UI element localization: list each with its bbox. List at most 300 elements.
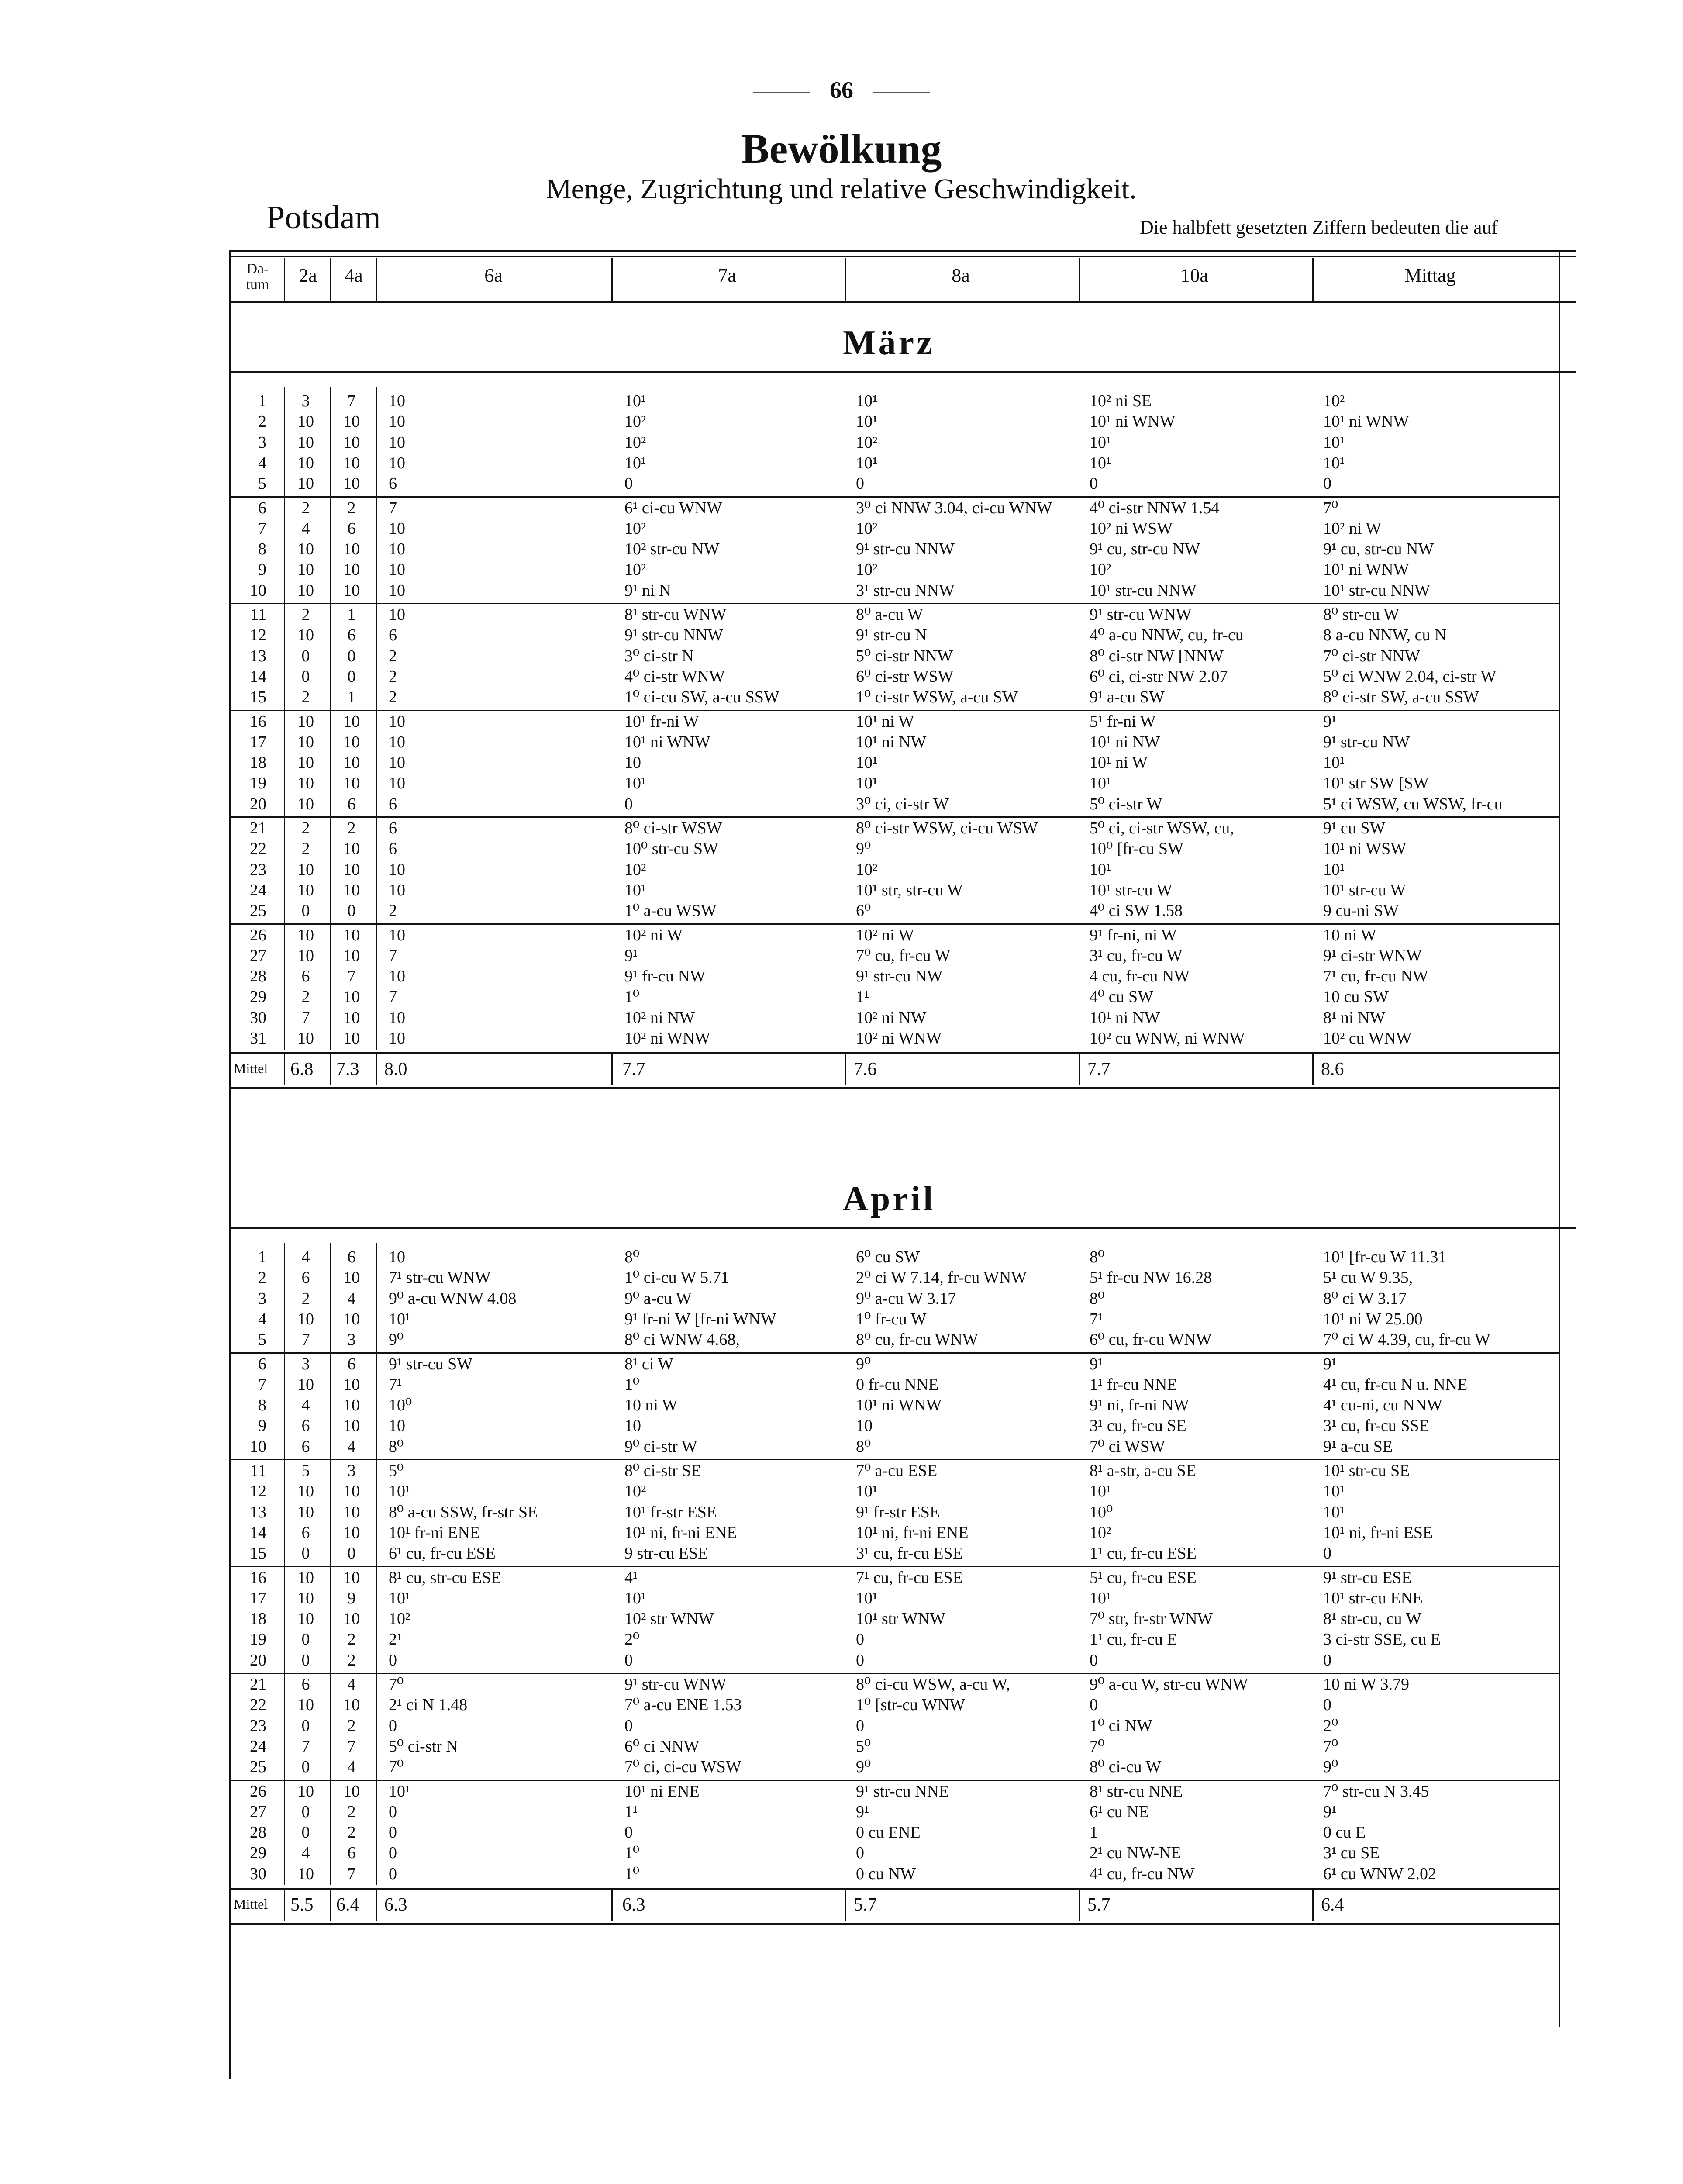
row-value: 0 <box>1090 1696 1098 1714</box>
row-value: 6 <box>301 1523 310 1542</box>
row-value: 10¹ str-cu SE <box>1323 1462 1410 1480</box>
row-value: 6 <box>301 1437 310 1456</box>
row-value: 0 <box>347 667 356 686</box>
row-value: 0 <box>301 1758 310 1776</box>
page-subtitle: Menge, Zugrichtung und relative Geschwindigkeit. <box>546 173 1137 205</box>
row-value: 10¹ fr-ni W <box>624 712 699 731</box>
row-value: 6 <box>347 1248 356 1266</box>
row-value: 10 <box>297 540 314 559</box>
row-value: 1⁰ a-cu WSW <box>624 902 717 920</box>
column-divider <box>284 707 285 816</box>
row-value: 1¹ <box>624 1802 638 1821</box>
row-value: 9¹ str-cu N <box>856 626 927 645</box>
row-value: 9⁰ <box>856 1758 871 1776</box>
row-value: 10 <box>297 1589 314 1607</box>
row-value: 10 <box>389 581 405 600</box>
row-value: 10 <box>389 605 405 624</box>
row-value: 9⁰ a-cu W, str-cu WNW <box>1090 1675 1248 1693</box>
row-date: 13 <box>250 1503 266 1521</box>
row-value: 0 <box>389 1823 397 1842</box>
column-divider <box>330 1052 331 1085</box>
row-value: 10¹ ni, fr-ni ENE <box>856 1523 969 1542</box>
row-value: 7⁰ ci, ci-cu WSW <box>624 1758 741 1776</box>
row-value: 10 <box>343 1268 360 1287</box>
column-divider <box>376 258 377 301</box>
column-divider <box>229 250 231 2079</box>
row-value: 6⁰ cu, fr-cu WNW <box>1090 1330 1212 1349</box>
row-value: 6⁰ ci-str WSW <box>856 667 954 686</box>
row-value: 10 <box>343 1482 360 1501</box>
row-value: 10¹ <box>1090 1482 1111 1501</box>
row-value: 4⁰ ci-str NNW 1.54 <box>1090 498 1220 517</box>
table-rule <box>229 371 1576 373</box>
column-divider <box>376 814 377 923</box>
row-value: 0 fr-cu NNE <box>856 1375 939 1394</box>
mittel-value: 7.7 <box>622 1059 645 1080</box>
row-value: 10 <box>297 1482 314 1501</box>
row-value: 10 <box>389 712 405 731</box>
column-divider <box>330 1670 331 1779</box>
row-value: 10 ni W <box>624 1396 678 1415</box>
row-value: 9¹ fr-cu NW <box>624 967 706 986</box>
row-value: 1⁰ ci-cu W 5.71 <box>624 1268 729 1287</box>
row-value: 3 ci-str SSE, cu E <box>1323 1630 1441 1649</box>
row-date: 12 <box>250 1482 266 1501</box>
row-value: 4 cu, fr-cu NW <box>1090 967 1190 986</box>
row-value: 8¹ a-str, a-cu SE <box>1090 1462 1197 1480</box>
row-value: 4 <box>347 1289 356 1308</box>
row-value: 10¹ <box>1090 774 1111 793</box>
row-value: 5⁰ ci-str N <box>389 1737 458 1755</box>
row-value: 5 <box>301 1462 310 1480</box>
row-value: 9¹ fr-ni W [fr-ni WNW <box>624 1310 776 1328</box>
row-value: 10 <box>297 733 314 751</box>
row-date: 15 <box>250 688 266 707</box>
row-value: 5⁰ ci-str NNW <box>856 646 953 665</box>
row-value: 10¹ ni W <box>856 712 914 731</box>
row-value: 10¹ ni NW <box>856 733 927 751</box>
row-value: 10 <box>297 1610 314 1628</box>
row-value: 7 <box>301 1737 310 1755</box>
column-header: 4a <box>345 265 363 286</box>
column-divider <box>330 1456 331 1565</box>
row-value: 10¹ <box>856 412 878 431</box>
row-value: 10 <box>297 753 314 772</box>
row-value: 8⁰ ci-cu WSW, a-cu W, <box>856 1675 1010 1693</box>
table-rule <box>229 301 1576 303</box>
row-value: 10 <box>343 433 360 452</box>
row-value: 4⁰ a-cu NNW, cu, fr-cu <box>1090 626 1244 645</box>
row-date: 3 <box>258 433 266 452</box>
row-value: 8¹ ni NW <box>1323 1008 1386 1027</box>
row-value: 10 <box>389 753 405 772</box>
row-value: 3 <box>301 392 310 410</box>
row-value: 1 <box>1090 1823 1098 1842</box>
row-value: 0 <box>624 474 633 493</box>
row-value: 5¹ fr-cu NW 16.28 <box>1090 1268 1212 1287</box>
row-date: 27 <box>250 946 266 965</box>
row-date: 12 <box>250 626 266 645</box>
column-header: 8a <box>952 265 970 286</box>
row-value: 7 <box>301 1330 310 1349</box>
row-value: 10 <box>343 474 360 493</box>
row-date: 20 <box>250 1651 266 1669</box>
row-value: 10¹ ni ENE <box>624 1782 700 1800</box>
row-value: 5¹ cu W 9.35, <box>1323 1268 1413 1287</box>
column-divider <box>1312 258 1314 301</box>
row-value: 10¹ <box>1090 860 1111 879</box>
row-value: 10¹ <box>624 881 646 899</box>
row-value: 10 <box>297 1375 314 1394</box>
row-value: 0 <box>856 1844 864 1863</box>
row-value: 10¹ ni WNW <box>1323 412 1409 431</box>
row-value: 8¹ cu, str-cu ESE <box>389 1568 501 1587</box>
row-value: 2¹ cu NW-NE <box>1090 1844 1181 1863</box>
row-value: 8⁰ ci-str SE <box>624 1462 701 1480</box>
row-value: 4⁰ cu SW <box>1090 988 1154 1006</box>
row-value: 9¹ str-cu WNW <box>624 1675 727 1693</box>
table-rule <box>229 1780 1559 1781</box>
row-value: 10 <box>856 1417 873 1435</box>
row-value: 5¹ fr-ni W <box>1090 712 1156 731</box>
table-rule <box>229 1566 1559 1567</box>
row-value: 9⁰ a-cu W <box>624 1289 692 1308</box>
row-value: 9¹ str-cu WNW <box>1090 605 1192 624</box>
row-date: 13 <box>250 646 266 665</box>
column-divider <box>1312 1052 1314 1085</box>
row-value: 4⁰ ci SW 1.58 <box>1090 902 1183 920</box>
row-value: 7 <box>347 967 356 986</box>
row-value: 0 <box>389 1864 397 1883</box>
row-value: 10 <box>297 626 314 645</box>
row-value: 10 <box>343 1417 360 1435</box>
row-value: 7¹ cu, fr-cu ESE <box>856 1568 963 1587</box>
row-value: 10² <box>624 860 646 879</box>
row-date: 9 <box>258 1417 266 1435</box>
row-value: 1¹ fr-cu NNE <box>1090 1375 1177 1394</box>
row-value: 0 cu NW <box>856 1864 916 1883</box>
row-value: 7 <box>389 498 397 517</box>
mittel-value: 5.5 <box>290 1895 314 1915</box>
row-value: 10 <box>343 753 360 772</box>
row-value: 2 <box>301 605 310 624</box>
row-value: 10 <box>297 1696 314 1714</box>
column-divider <box>330 814 331 923</box>
row-value: 7⁰ ci-str NNW <box>1323 646 1421 665</box>
row-value: 10¹ ni WSW <box>1323 840 1407 858</box>
row-value: 0 <box>1090 1651 1098 1669</box>
row-date: 21 <box>250 819 266 837</box>
column-divider <box>376 1670 377 1779</box>
row-value: 10 <box>297 860 314 879</box>
row-date: 18 <box>250 1610 266 1628</box>
row-value: 4 <box>301 519 310 538</box>
row-value: 10 <box>297 1029 314 1047</box>
mittel-value: 7.7 <box>1087 1059 1111 1080</box>
row-value: 10 ni W 3.79 <box>1323 1675 1410 1693</box>
column-divider <box>376 1350 377 1458</box>
row-date: 29 <box>250 988 266 1006</box>
row-date: 23 <box>250 860 266 879</box>
mittel-value: 6.3 <box>622 1895 645 1915</box>
column-divider <box>376 1456 377 1565</box>
row-value: 10¹ ni WNW <box>1090 412 1176 431</box>
row-value: 1⁰ ci-cu SW, a-cu SSW <box>624 688 779 707</box>
column-divider <box>845 1888 846 1921</box>
row-date: 18 <box>250 753 266 772</box>
row-value: 10 <box>343 712 360 731</box>
column-header: 2a <box>299 265 317 286</box>
column-divider <box>284 387 285 495</box>
row-value: 10¹ <box>856 453 878 472</box>
row-date: 4 <box>258 453 266 472</box>
column-divider <box>284 1243 285 1351</box>
row-value: 10¹ fr-ni ENE <box>389 1523 480 1542</box>
row-value: 7 <box>389 946 397 965</box>
station-name: Potsdam <box>266 199 381 236</box>
row-date: 30 <box>250 1008 266 1027</box>
row-value: 10¹ str-cu NNW <box>1090 581 1197 600</box>
row-value: 7¹ <box>1090 1310 1103 1328</box>
row-value: 7⁰ str-cu N 3.45 <box>1323 1782 1429 1800</box>
row-value: 5⁰ ci, ci-str WSW, cu, <box>1090 819 1234 837</box>
row-value: 3¹ cu, fr-cu ESE <box>856 1544 963 1563</box>
row-value: 0 <box>301 1716 310 1735</box>
row-value: 0 <box>347 902 356 920</box>
row-value: 10² <box>856 519 878 538</box>
row-value: 10¹ str-cu ENE <box>1323 1589 1423 1607</box>
table-rule <box>229 1673 1559 1674</box>
row-value: 10 <box>297 581 314 600</box>
table-rule <box>229 1052 1559 1054</box>
row-date: 24 <box>250 881 266 899</box>
row-value: 10 <box>343 1310 360 1328</box>
row-value: 6¹ cu NE <box>1090 1802 1149 1821</box>
row-date: 16 <box>250 712 266 731</box>
row-value: 0 <box>301 1544 310 1563</box>
row-value: 6 <box>347 626 356 645</box>
row-value: 6⁰ <box>856 902 871 920</box>
row-value: 10² cu WNW <box>1323 1029 1412 1047</box>
row-value: 4 <box>347 1675 356 1693</box>
row-value: 0 <box>301 1823 310 1842</box>
row-value: 10 <box>343 881 360 899</box>
row-value: 10² <box>624 560 646 579</box>
row-value: 10 <box>343 1523 360 1542</box>
row-value: 10¹ ni, fr-ni ESE <box>1323 1523 1433 1542</box>
row-value: 10 <box>389 1417 405 1435</box>
column-divider <box>284 1052 285 1085</box>
table-rule <box>229 923 1559 925</box>
row-value: 6⁰ ci, ci-str NW 2.07 <box>1090 667 1228 686</box>
column-divider <box>330 258 331 301</box>
row-value: 10 ni W <box>1323 926 1376 944</box>
row-value: 0 <box>1323 1696 1331 1714</box>
table-rule <box>229 256 1576 257</box>
row-value: 10¹ <box>1090 433 1111 452</box>
row-value: 10 <box>297 881 314 899</box>
row-value: 10¹ <box>856 1589 878 1607</box>
row-value: 6 <box>347 1355 356 1373</box>
row-value: 10² ni SE <box>1090 392 1152 410</box>
table-rule <box>229 1087 1559 1089</box>
row-value: 9¹ a-cu SW <box>1090 688 1165 707</box>
row-value: 1¹ cu, fr-cu E <box>1090 1630 1177 1649</box>
column-divider <box>376 387 377 495</box>
row-value: 6 <box>347 1844 356 1863</box>
column-divider <box>1079 1888 1080 1921</box>
row-value: 10¹ ni WNW <box>856 1396 942 1415</box>
row-value: 4⁰ ci-str WNW <box>624 667 725 686</box>
row-value: 10 <box>343 540 360 559</box>
row-value: 5⁰ <box>389 1462 404 1480</box>
column-header: 10a <box>1180 265 1208 286</box>
row-value: 10 <box>343 1375 360 1394</box>
row-value: 2 <box>347 498 356 517</box>
row-value: 6 <box>301 1675 310 1693</box>
mittel-value: 8.0 <box>384 1059 407 1080</box>
row-value: 3¹ cu SE <box>1323 1844 1380 1863</box>
mittel-value: 6.3 <box>384 1895 407 1915</box>
row-value: 8⁰ <box>1090 1248 1105 1266</box>
row-value: 2 <box>347 1630 356 1649</box>
row-value: 2 <box>301 498 310 517</box>
row-value: 10 <box>343 840 360 858</box>
row-value: 0 <box>389 1651 397 1669</box>
row-value: 0 <box>624 795 633 813</box>
row-value: 9⁰ <box>856 1355 871 1373</box>
row-value: 8⁰ ci-str WSW, ci-cu WSW <box>856 819 1038 837</box>
row-value: 10 <box>343 988 360 1006</box>
column-divider <box>1559 250 1560 2027</box>
row-value: 10 <box>297 453 314 472</box>
row-value: 10¹ <box>1323 860 1345 879</box>
row-value: 10² <box>1090 560 1111 579</box>
row-value: 9⁰ <box>1323 1758 1338 1776</box>
row-value: 6⁰ cu SW <box>856 1248 920 1266</box>
row-value: 8⁰ <box>389 1437 404 1456</box>
row-value: 10 <box>297 560 314 579</box>
column-divider <box>376 494 377 602</box>
row-value: 7 <box>347 392 356 410</box>
row-value: 1⁰ [str-cu WNW <box>856 1696 966 1714</box>
column-divider <box>1079 258 1080 301</box>
row-value: 1⁰ <box>624 1375 640 1394</box>
row-value: 3⁰ ci NNW 3.04, ci-cu WNW <box>856 498 1052 517</box>
row-value: 7¹ cu, fr-cu NW <box>1323 967 1428 986</box>
row-value: 10¹ <box>856 753 878 772</box>
row-value: 1 <box>347 605 356 624</box>
row-value: 9¹ str-cu NW <box>1323 733 1410 751</box>
row-value: 10 <box>624 1417 641 1435</box>
row-value: 10¹ <box>856 774 878 793</box>
row-value: 9⁰ <box>856 840 871 858</box>
column-header: 7a <box>718 265 736 286</box>
row-value: 7 <box>301 1008 310 1027</box>
row-value: 3 <box>347 1330 356 1349</box>
table-rule <box>229 816 1559 818</box>
row-date: 4 <box>258 1310 266 1328</box>
row-value: 8⁰ <box>1090 1289 1105 1308</box>
column-divider <box>284 1670 285 1779</box>
row-date: 2 <box>258 412 266 431</box>
table-rule <box>229 1227 1576 1229</box>
row-value: 7¹ str-cu WNW <box>389 1268 491 1287</box>
column-divider <box>330 707 331 816</box>
row-date: 30 <box>250 1864 266 1883</box>
row-value: 9¹ cu, str-cu NW <box>1090 540 1200 559</box>
row-value: 10 <box>389 926 405 944</box>
row-date: 20 <box>250 795 266 813</box>
row-date: 8 <box>258 540 266 559</box>
row-value: 0 <box>347 646 356 665</box>
row-value: 9⁰ a-cu WNW 4.08 <box>389 1289 517 1308</box>
row-value: 10 <box>297 1503 314 1521</box>
row-value: 8¹ str-cu NNE <box>1090 1782 1183 1800</box>
row-value: 3¹ cu, fr-cu W <box>1090 946 1183 965</box>
mittel-label: Mittel <box>234 1061 268 1077</box>
column-divider <box>284 1563 285 1672</box>
row-value: 10 <box>343 1029 360 1047</box>
row-value: 7⁰ a-cu ESE <box>856 1462 938 1480</box>
row-value: 9⁰ <box>389 1330 404 1349</box>
row-value: 10¹ [fr-cu W 11.31 <box>1323 1248 1447 1266</box>
column-divider <box>376 1563 377 1672</box>
column-divider <box>330 1563 331 1672</box>
row-value: 10¹ <box>624 774 646 793</box>
row-value: 10 <box>389 433 405 452</box>
row-value: 4¹ <box>624 1568 638 1587</box>
row-value: 7⁰ str, fr-str WNW <box>1090 1610 1213 1628</box>
row-value: 10¹ <box>1323 1482 1345 1501</box>
row-value: 10 <box>389 1008 405 1027</box>
row-value: 6 <box>347 519 356 538</box>
row-date: 28 <box>250 967 266 986</box>
row-value: 7⁰ <box>389 1758 404 1776</box>
row-value: 9¹ ci-str WNW <box>1323 946 1422 965</box>
row-value: 8⁰ str-cu W <box>1323 605 1400 624</box>
row-value: 10 <box>297 1310 314 1328</box>
row-value: 9¹ str-cu NNE <box>856 1782 949 1800</box>
mittel-value: 5.7 <box>1087 1895 1111 1915</box>
column-divider <box>330 1350 331 1458</box>
row-value: 10¹ ni, fr-ni ENE <box>624 1523 737 1542</box>
row-value: 10² <box>624 433 646 452</box>
row-value: 0 <box>1090 474 1098 493</box>
row-value: 2¹ <box>389 1630 402 1649</box>
column-divider <box>376 1888 377 1921</box>
row-value: 4¹ cu, fr-cu N u. NNE <box>1323 1375 1468 1394</box>
row-date: 6 <box>258 498 266 517</box>
row-value: 9¹ <box>856 1802 869 1821</box>
column-divider <box>330 1777 331 1886</box>
row-value: 10 <box>389 519 405 538</box>
row-value: 10² <box>1090 1523 1111 1542</box>
column-divider <box>284 1350 285 1458</box>
row-value: 8⁰ <box>856 1437 871 1456</box>
column-divider <box>284 1777 285 1886</box>
row-value: 10⁰ <box>1090 1503 1113 1521</box>
row-value: 10 <box>389 453 405 472</box>
row-value: 10² ni WNW <box>856 1029 942 1047</box>
row-value: 10¹ str WNW <box>856 1610 945 1628</box>
row-value: 10 <box>389 392 405 410</box>
table-rule <box>229 710 1559 711</box>
row-value: 10² ni W <box>1323 519 1382 538</box>
column-header: 6a <box>484 265 503 286</box>
row-value: 10 <box>297 774 314 793</box>
row-date: 25 <box>250 1758 266 1776</box>
